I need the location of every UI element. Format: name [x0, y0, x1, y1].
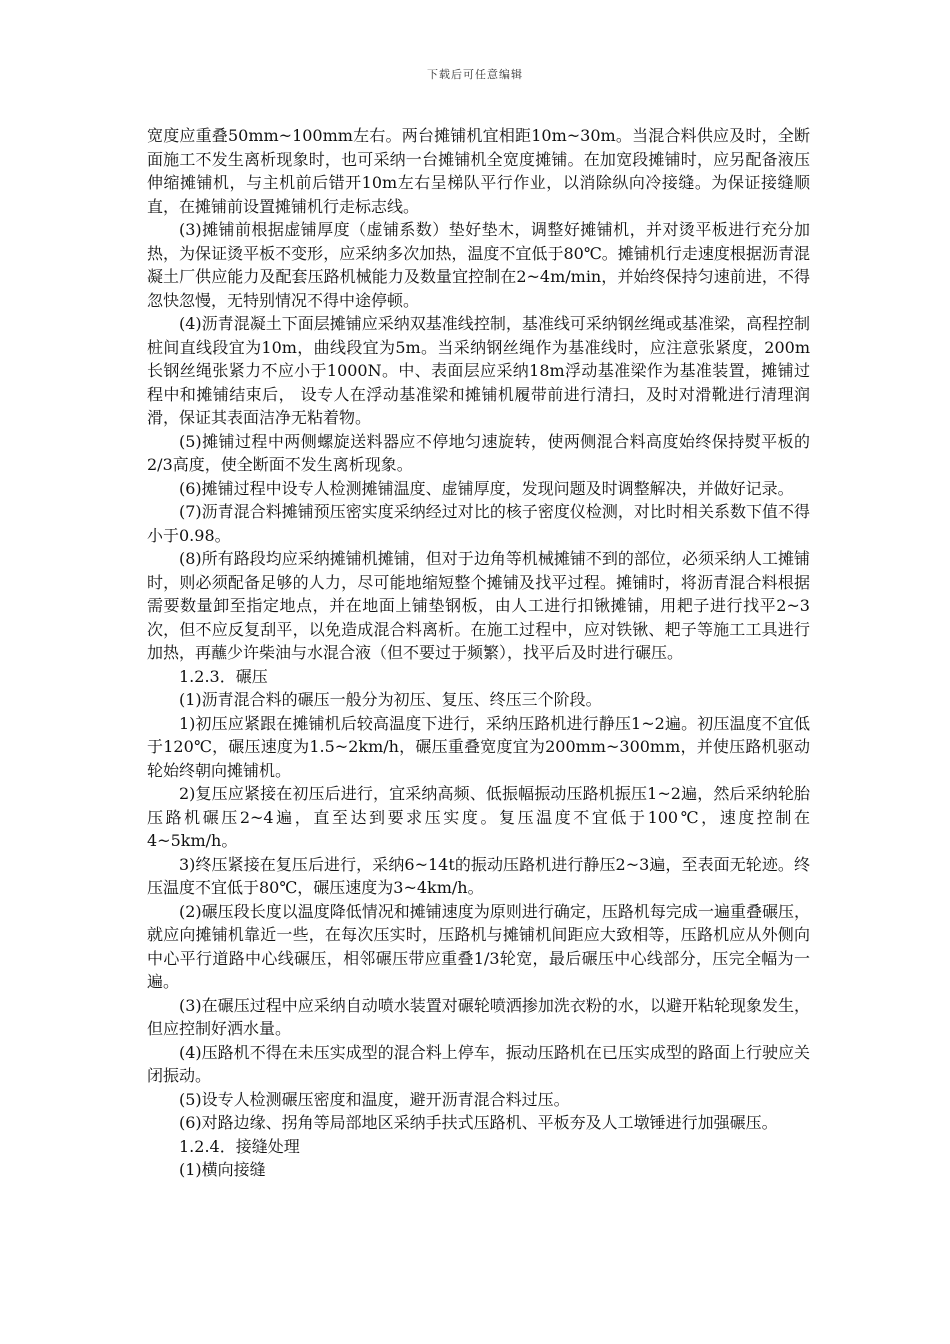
page-header-note: 下载后可任意编辑 [427, 68, 523, 81]
paragraph: (6)对路边缘、拐角等局部地区采纳手扶式压路机、平板夯及人工墩锤进行加强碾压。 [179, 1113, 778, 1132]
paragraph: (5)摊铺过程中两侧螺旋送料器应不停地匀速旋转，使两侧混合料高度始终保持熨平板的2/3高度，使全断面不发生离析现象。 [147, 431, 810, 474]
paragraph: 1)初压应紧跟在摊铺机后较高温度下进行，采纳压路机进行静压1~2遍。初压温度不宜低于120℃，碾压速度为1.5~2km/h，碾压重叠宽度宜为200mm~300mm，并使压路机驱动轮始终朝向摊铺机。 [147, 713, 810, 780]
paragraph: 3)终压紧接在复压后进行，采纳6~14t的振动压路机进行静压2~3遍，至表面无轮迹。终压温度不宜低于80℃，碾压速度为3~4km/h。 [147, 854, 810, 897]
paragraph: (8)所有路段均应采纳摊铺机摊铺，但对于边角等机械摊铺不到的部位，必须采纳人工摊铺时，则必须配备足够的人力，尽可能地缩短整个摊铺及找平过程。摊铺时，将沥青混合料根据需要数量卸至指定地点，并在地面上铺垫钢板，由人工进行扣锹摊铺，用耙子进行找平2~3次，但不应反复刮平，以免造成混合料离析。在施工过程中，应对铁锹、耙子等施工工具进行加热，再蘸少许柴油与水混合液（但不要过于频繁），找平后及时进行碾压。 [147, 549, 810, 662]
paragraph: (1)横向接缝 [179, 1160, 266, 1179]
paragraph: (1)沥青混合料的碾压一般分为初压、复压、终压三个阶段。 [179, 690, 602, 709]
paragraph: (7)沥青混合料摊铺预压密实度采纳经过对比的核子密度仪检测，对比时相关系数下值不得小于0.98。 [147, 502, 810, 545]
paragraph: 1.2.3．碾压 [179, 666, 268, 686]
document-body [147, 124, 810, 1182]
paragraph: 宽度应重叠50mm~100mm左右。两台摊铺机宜相距10m~30m。当混合料供应及时，全断面施工不发生离析现象时，也可采纳一台摊铺机全宽度摊铺。在加宽段摊铺时，应另配备液压伸缩摊铺机，与主机前后错开10m左右呈梯队平行作业，以消除纵向冷接缝。为保证接缝顺直，在摊铺前设置摊铺机行走标志线。 [147, 126, 810, 216]
paragraph: (5)设专人检测碾压密度和温度，避开沥青混合料过压。 [179, 1089, 570, 1109]
paragraph: (3)摊铺前根据虚铺厚度（虚铺系数）垫好垫木，调整好摊铺机，并对烫平板进行充分加热，为保证烫平板不变形，应采纳多次加热，温度不宜低于80℃。摊铺机行走速度根据沥青混凝土厂供应能力及配套压路机械能力及数量宜控制在2~4m/min，并始终保持匀速前进，不得忽快忽慢，无特别情况不得中途停顿。 [147, 220, 810, 310]
paragraph: (4)压路机不得在未压实成型的混合料上停车，振动压路机在已压实成型的路面上行驶应关闭振动。 [147, 1042, 810, 1085]
paragraph: (3)在碾压过程中应采纳自动喷水装置对碾轮喷洒掺加洗衣粉的水，以避开粘轮现象发生，但应控制好洒水量。 [147, 995, 810, 1038]
paragraph: 2)复压应紧接在初压后进行，宜采纳高频、低振幅振动压路机振压1~2遍，然后采纳轮胎压路机碾压2~4遍，直至达到要求压实度。复压温度不宜低于100℃，速度控制在4~5km/h。 [147, 784, 810, 850]
paragraph: 1.2.4．接缝处理 [179, 1136, 300, 1156]
paragraph: (6)摊铺过程中设专人检测摊铺温度、虚铺厚度，发现问题及时调整解决，并做好记录。 [179, 478, 794, 498]
paragraph: (2)碾压段长度以温度降低情况和摊铺速度为原则进行确定，压路机每完成一遍重叠碾压，就应向摊铺机靠近一些，在每次压实时，压路机与摊铺机间距应大致相等，压路机应从外侧向中心平行道路中心线碾压，相邻碾压带应重叠1/3轮宽，最后碾压中心线部分，压完全幅为一遍。 [147, 901, 810, 991]
paragraph: (4)沥青混凝土下面层摊铺应采纳双基准线控制，基准线可采纳钢丝绳或基准梁，高程控制桩间直线段宜为10m，曲线段宜为5m。当采纳钢丝绳作为基准线时，应注意张紧度，200m长钢丝绳张紧力不应小于1000N。中、表面层应采纳18m浮动基准梁作为基准装置，摊铺过程中和摊铺结束后， 设专人在浮动基准梁和摊铺机履带前进行清扫，及时对滑靴进行清理润滑，保证其表面洁净无粘着物。 [147, 314, 810, 427]
